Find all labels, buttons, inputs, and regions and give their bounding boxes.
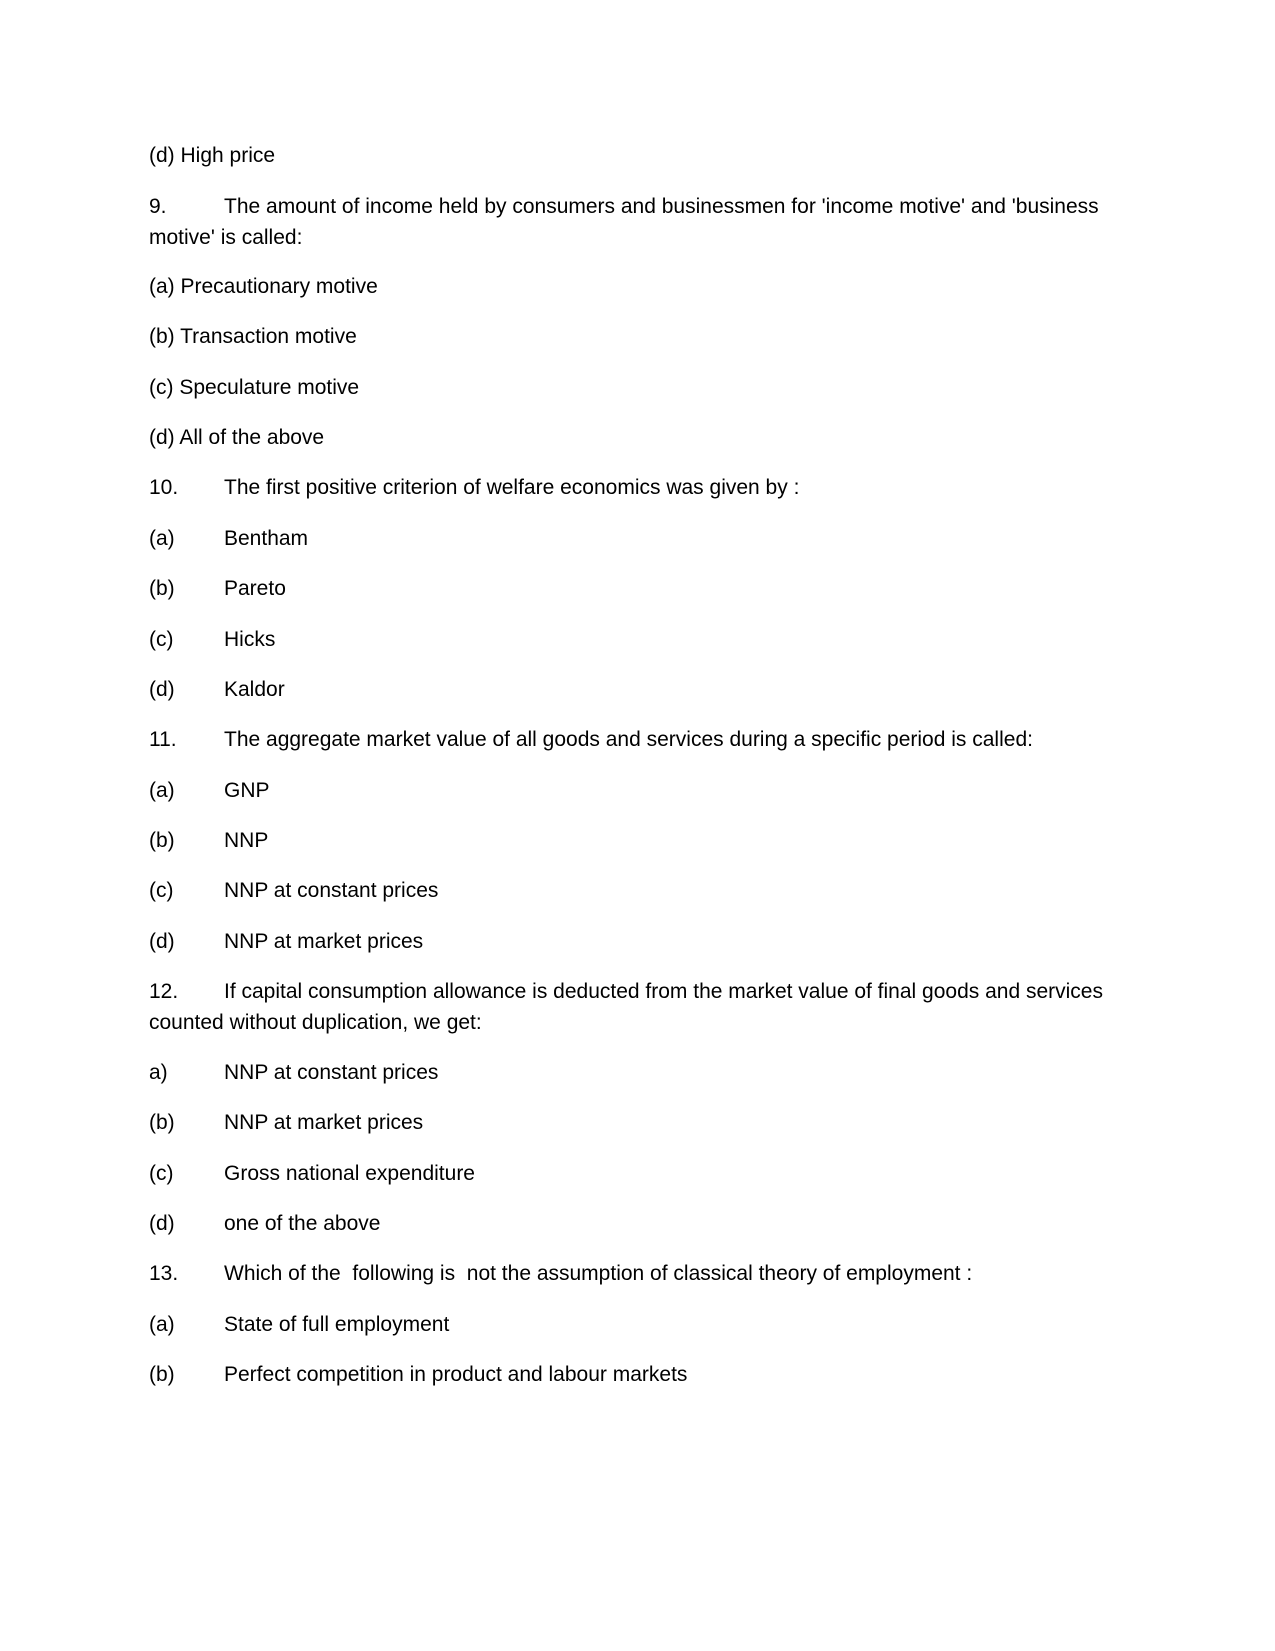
option-label: (a)	[149, 1313, 175, 1336]
option-q11-a	[149, 777, 270, 805]
option-q12-c	[149, 1160, 475, 1188]
option-q10-c	[149, 626, 275, 654]
option-q11-d	[149, 928, 423, 956]
option-text: Hicks	[224, 628, 276, 651]
question-number: 9.	[149, 195, 167, 218]
question-number: 12.	[149, 980, 179, 1003]
option-label: (a)	[149, 779, 175, 802]
option-label: (a)	[149, 527, 175, 550]
option-label: (d)	[149, 1212, 175, 1235]
option-text: Bentham	[224, 527, 309, 550]
option-label: (b)	[149, 577, 175, 600]
option-label: (d)	[149, 678, 175, 701]
option-q10-d	[149, 676, 285, 704]
option-q12-a	[149, 1059, 438, 1087]
question-text: The amount of income held by consumers and businessmen for 'income motive' and 'business motive' is called:	[149, 195, 1099, 249]
question-10	[149, 474, 799, 502]
option-label: a)	[149, 1061, 168, 1084]
option-q13-a	[149, 1311, 449, 1339]
option-text: NNP at market prices	[224, 1111, 424, 1134]
option-q11-c	[149, 877, 438, 905]
option-text: GNP	[224, 779, 270, 802]
option-q13-b	[149, 1361, 687, 1389]
question-text: The aggregate market value of all goods and services during a specific period is called:	[224, 728, 1033, 751]
question-text: The first positive criterion of welfare economics was given by :	[224, 476, 800, 499]
option-label: (b)	[149, 1111, 175, 1134]
question-12	[149, 976, 1129, 1038]
question-number: 10.	[149, 476, 179, 499]
question-text: If capital consumption allowance is deducted from the market value of final goods and services counted without duplication, we get:	[149, 980, 1103, 1034]
option-text: NNP at constant prices	[224, 1061, 439, 1084]
option-q10-a	[149, 525, 308, 553]
option-label: (d)	[149, 930, 175, 953]
question-text: Which of the following is not the assumption of classical theory of employment :	[224, 1262, 973, 1285]
option-q9-c: (c) Speculature motive	[149, 376, 360, 399]
option-text: NNP at constant prices	[224, 879, 439, 902]
question-9	[149, 191, 1129, 253]
question-number: 11.	[149, 728, 177, 751]
question-13	[149, 1260, 972, 1288]
option-label: (c)	[149, 628, 174, 651]
option-label: (b)	[149, 1363, 175, 1386]
option-q12-b	[149, 1109, 423, 1137]
option-text: one of the above	[224, 1212, 381, 1235]
option-q12-d	[149, 1210, 380, 1238]
option-text: State of full employment	[224, 1313, 450, 1336]
option-text: Kaldor	[224, 678, 285, 701]
option-q11-b	[149, 827, 268, 855]
question-number: 13.	[149, 1262, 179, 1285]
option-text: Pareto	[224, 577, 286, 600]
option-q9-b: (b) Transaction motive	[149, 325, 357, 348]
option-text: Gross national expenditure	[224, 1162, 475, 1185]
option-q9-d: (d) All of the above	[149, 426, 325, 449]
option-q10-b	[149, 575, 286, 603]
option-text: NNP at market prices	[224, 930, 424, 953]
option-text: NNP	[224, 829, 269, 852]
option-label: (b)	[149, 829, 175, 852]
question-11	[149, 726, 1033, 754]
option-label: (c)	[149, 879, 174, 902]
option-label: (c)	[149, 1162, 174, 1185]
option-q9-a: (a) Precautionary motive	[149, 275, 378, 298]
option-q8-d: (d) High price	[149, 144, 276, 167]
option-text: Perfect competition in product and labour markets	[224, 1363, 688, 1386]
